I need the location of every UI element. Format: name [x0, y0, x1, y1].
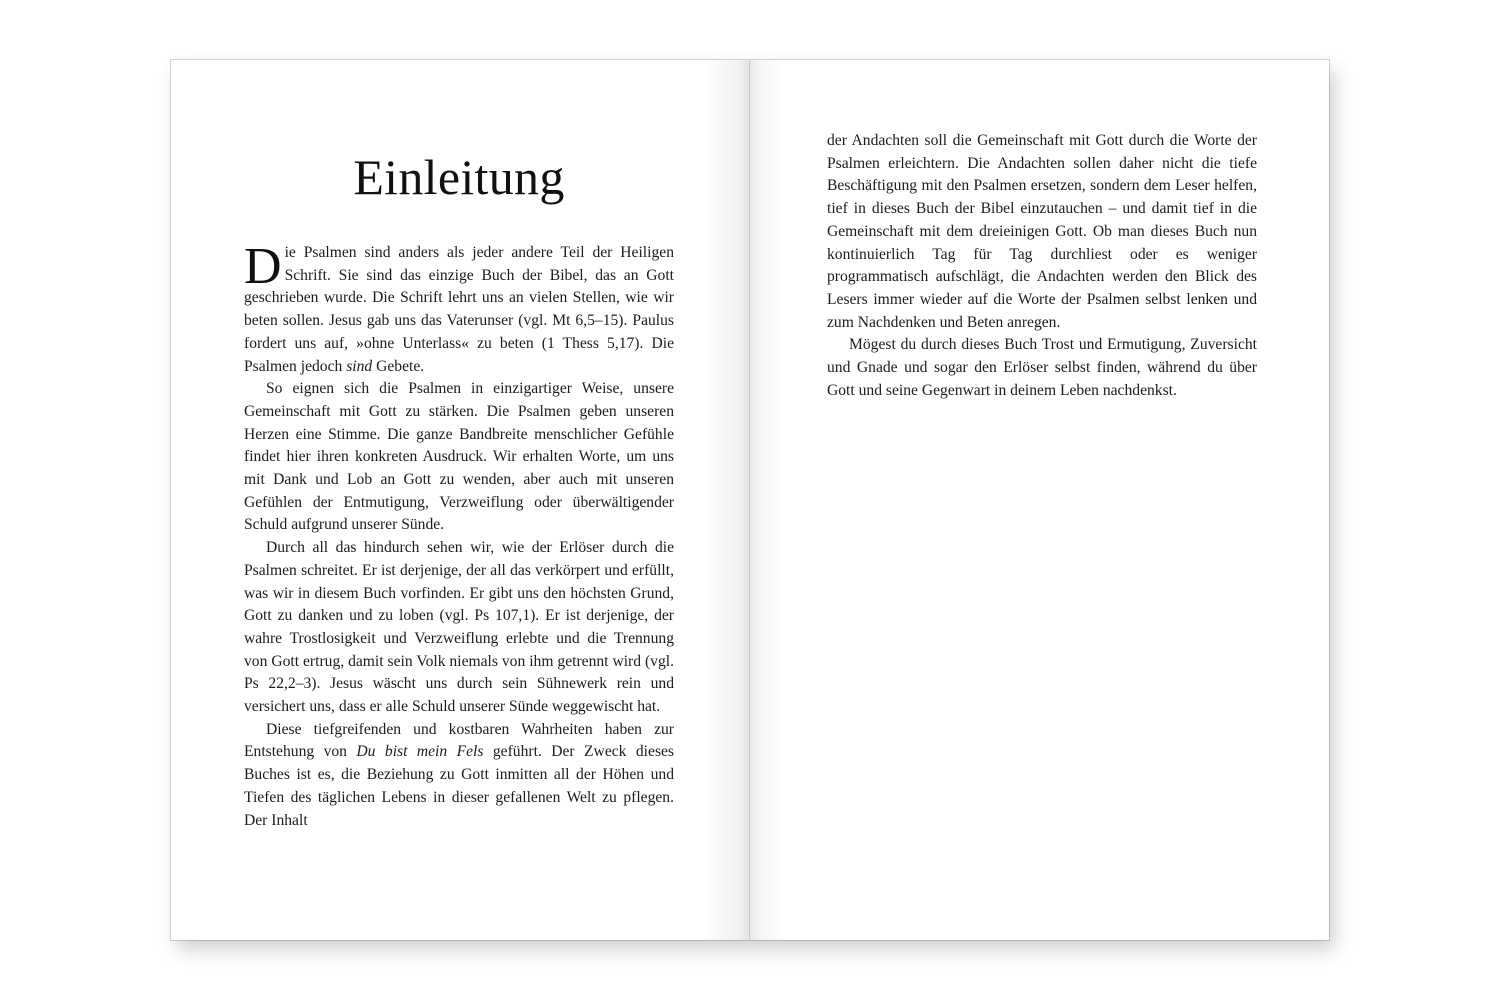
- paragraph-1-text: ie Psalmen sind anders als jeder andere Teil der Heiligen Schrift. Sie sind das einzige Buch der Bibel, das an Gott geschrieben wurde. Die Schrift lehrt uns an vielen Stellen, wie wir beten sollen. Jesus gab uns das Vaterunser (vgl. Mt 6,5–15). Paulus fordert uns auf, »ohne Unterlass« zu beten (1 Thess 5,17). Die Psalmen jedoch: [244, 244, 674, 375]
- left-page-body: [244, 238, 674, 832]
- right-page-body: [827, 130, 1257, 402]
- paragraph-final: Mögest du durch dieses Buch Trost und Ermutigung, Zuversicht und Gnade und sogar den Erlöser selbst finden, während du über Gott und seine Gegenwart in deinem Leben nachdenkst.: [827, 336, 1257, 399]
- paragraph-3: Durch all das hindurch sehen wir, wie der Erlöser durch die Psalmen schreitet. Er ist derjenige, der all das verkörpert und erfüllt, was wir in diesem Buch vorfinden. Er gibt uns den höchsten Grund, Gott zu danken und zu loben (vgl. Ps 107,1). Er ist derjenige, der wahre Trostlosigkeit und Verzweiflung erlebte und die Trennung von Gott ertrug, damit sein Volk niemals von ihm getrennt wird (vgl. Ps 22,2–3). Jesus wäscht uns durch sein Sühnewerk rein und versichert uns, dass er alle Schuld unserer Sünde weggewischt hat.: [244, 539, 674, 716]
- chapter-heading: Einleitung: [353, 149, 565, 205]
- book-spread: [171, 60, 1329, 940]
- paragraph-4-text-end: geführt. Der Zweck dieses Buches ist es, die Beziehung zu Gott inmitten all der Höhen und Tiefen des täglichen Lebens in dieser gefallenen Welt zu pflegen. Der Inhalt: [244, 743, 674, 829]
- right-page: [750, 60, 1329, 940]
- paragraph-1-text-end: Gebete.: [372, 357, 425, 375]
- paragraph-4-text: Diese tiefgreifenden und kostbaren Wahrheiten haben zur Entstehung von: [244, 720, 674, 761]
- paragraph-continued: der Andachten soll die Gemeinschaft mit Gott durch die Worte der Psalmen erleichtern. Die Andachten sollen daher nicht die tiefe Beschäftigung mit den Psalmen ersetzen, sondern dem Leser helfen, tief in dieses Buch der Bibel einzutauchen – und damit tief in die Gemeinschaft mit dem dreieinigen Gott. Ob man dieses Buch nun kontinuierlich Tag für Tag durchliest oder es weniger programmatisch aufschlägt, die Andachten werden den Blick des Lesers immer wieder auf die Worte der Psalmen selbst lenken und zum Nachdenken und Beten anregen.: [827, 132, 1257, 331]
- book-title-emphasis: Du bist mein Fels: [356, 743, 484, 761]
- paragraph-2: So eignen sich die Psalmen in einzigartiger Weise, unsere Gemeinschaft mit Gott zu stärken. Die Psalmen geben unseren Herzen eine Stimme. Die ganze Bandbreite menschlicher Gefühle findet hier ihren konkreten Ausdruck. Wir erhalten Worte, um uns mit Dank und Lob an Gott zu wenden, aber auch mit unseren Gefühlen der Entmutigung, Verzweiflung oder überwältigender Schuld aufgrund unserer Sünde.: [244, 380, 674, 534]
- drop-cap: D: [244, 238, 282, 295]
- left-page: [171, 60, 750, 940]
- paragraph-4: [244, 719, 674, 833]
- paragraph-1: [244, 238, 674, 378]
- paragraph-1-emphasis: sind: [346, 357, 373, 375]
